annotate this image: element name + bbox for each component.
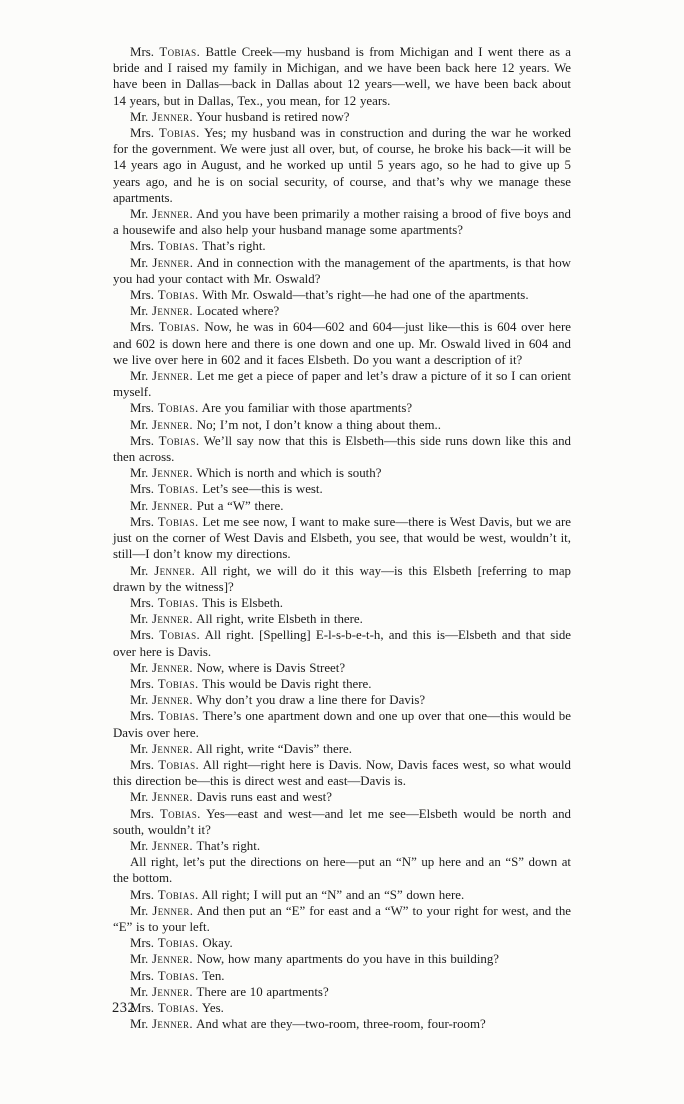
transcript-paragraph <box>113 514 571 563</box>
transcript-paragraph <box>113 676 571 692</box>
transcript-paragraph <box>113 838 571 854</box>
transcript-paragraph <box>113 206 571 238</box>
speaker-prefix: Mr. <box>130 466 149 481</box>
transcript-paragraph <box>113 692 571 708</box>
speaker-name <box>130 677 199 691</box>
speaker-prefix: Mr. <box>130 903 149 918</box>
speech-text: Okay. <box>202 936 233 951</box>
speaker-prefix: Mrs. <box>130 514 154 529</box>
transcript-paragraph <box>113 951 571 967</box>
speaker-prefix: Mrs. <box>130 126 154 141</box>
speaker-name <box>130 401 199 415</box>
speaker-surname: Jenner. <box>152 369 194 384</box>
speaker-name <box>130 596 199 610</box>
speech-text: And what are they—two-room, three-room, four-room? <box>196 1017 486 1032</box>
speaker-name <box>130 466 193 480</box>
speaker-name <box>130 709 199 723</box>
speaker-surname: Tobias. <box>159 45 201 59</box>
speaker-name <box>130 320 200 334</box>
speech-text: There’s one apartment down and one up over that one—this would be Davis over here. <box>113 709 571 740</box>
speaker-surname: Tobias. <box>159 806 201 821</box>
transcript-paragraph <box>113 1016 571 1032</box>
speaker-surname: Tobias. <box>157 514 199 529</box>
speaker-prefix: Mrs. <box>130 806 154 821</box>
speaker-name <box>130 936 199 950</box>
speech-text: Let me see now, I want to make sure—there is West Davis, but we are just on the corner of West Davis and Elsbeth, you see, that would be west, wouldn’t it, still—I don’t know my directions. <box>113 514 571 562</box>
speaker-surname: Jenner. <box>152 417 194 432</box>
speaker-name <box>130 482 199 496</box>
transcript-paragraph <box>113 660 571 676</box>
speaker-surname: Tobias. <box>158 709 199 724</box>
transcript-paragraph <box>113 708 571 740</box>
speaker-prefix: Mrs. <box>130 709 154 724</box>
speaker-prefix: Mrs. <box>130 595 154 610</box>
speech-text: All right, let’s put the directions on here—put an “N” up here and an “S” down at the bottom. <box>113 855 571 886</box>
transcript-paragraph <box>113 854 571 886</box>
speaker-surname: Jenner. <box>152 693 194 708</box>
speaker-surname: Tobias. <box>157 936 199 951</box>
speaker-name <box>130 693 193 707</box>
speaker-surname: Tobias. <box>158 126 200 141</box>
speaker-name <box>130 239 199 253</box>
transcript-paragraph <box>113 611 571 627</box>
speaker-surname: Tobias. <box>157 887 199 902</box>
speech-text: Are you familiar with those apartments? <box>201 401 413 416</box>
speaker-prefix: Mr. <box>130 984 149 999</box>
transcript-paragraph <box>113 789 571 805</box>
speech-text: Ten. <box>202 968 225 983</box>
speaker-surname: Jenner. <box>152 903 194 918</box>
transcript-paragraph <box>113 498 571 514</box>
speaker-name <box>130 207 193 221</box>
speaker-name <box>130 499 193 513</box>
speaker-name <box>130 807 201 821</box>
transcript-paragraph <box>113 481 571 497</box>
speech-text: Yes. <box>201 1000 224 1015</box>
speaker-name <box>130 790 193 804</box>
speech-text: Let me get a piece of paper and let’s draw a picture of it so I can orient myself. <box>113 369 571 400</box>
speaker-name <box>130 839 193 853</box>
transcript-paragraph <box>113 417 571 433</box>
speaker-surname: Tobias. <box>158 320 200 335</box>
speech-text: Davis runs east and west? <box>196 790 332 805</box>
speaker-prefix: Mrs. <box>130 288 154 303</box>
speaker-name <box>130 628 200 642</box>
speaker-surname: Jenner. <box>152 660 194 675</box>
speaker-name <box>130 969 199 983</box>
speech-text: All right—right here is Davis. Now, Davis faces west, so what would this direction be—this is direct west and east—Davis is. <box>113 757 571 789</box>
speech-text: All right; I will put an “N” and an “S” down here. <box>201 887 465 902</box>
speech-text: No; I’m not, I don’t know a thing about them.. <box>196 417 441 432</box>
speaker-prefix: Mr. <box>130 304 149 319</box>
speaker-prefix: Mr. <box>130 369 149 384</box>
speaker-name <box>130 758 199 772</box>
speaker-surname: Tobias. <box>157 401 199 416</box>
speaker-surname: Jenner. <box>152 466 194 481</box>
speech-text: And in connection with the management of the apartments, is that how you had your contact with Mr. Oswald? <box>113 255 571 286</box>
speaker-surname: Jenner. <box>152 304 194 319</box>
transcript-paragraph <box>113 400 571 416</box>
speaker-surname: Jenner. <box>154 563 196 578</box>
speech-text: This is Elsbeth. <box>202 595 283 610</box>
transcript-paragraph <box>113 935 571 951</box>
transcript-paragraph <box>113 319 571 368</box>
speaker-prefix: Mr. <box>130 109 149 124</box>
speech-text: Now, he was in 604—602 and 604—just like—this is 604 over here and 602 is down here and there is one down and one up. Mr. Oswald lived in 604 and we live over here in 602 and it faces Elsbeth. Do you want a description of it? <box>113 320 571 367</box>
transcript-paragraph <box>113 1000 571 1016</box>
speech-text: Let’s see—this is west. <box>202 482 323 497</box>
speaker-surname: Tobias. <box>157 288 199 303</box>
speaker-prefix: Mrs. <box>130 628 154 643</box>
transcript-paragraph <box>113 595 571 611</box>
speaker-prefix: Mr. <box>130 498 149 513</box>
speaker-prefix: Mr. <box>130 563 149 578</box>
transcript-paragraph <box>113 255 571 287</box>
speaker-name <box>130 661 193 675</box>
speaker-name <box>130 1017 193 1031</box>
speaker-surname: Jenner. <box>152 255 194 270</box>
speaker-surname: Jenner. <box>152 1017 194 1032</box>
speaker-surname: Tobias. <box>157 595 199 610</box>
speaker-name <box>130 369 193 383</box>
transcript-paragraph <box>113 627 571 659</box>
transcript-paragraph <box>113 757 571 789</box>
speech-text: That’s right. <box>196 838 261 853</box>
speaker-surname: Jenner. <box>152 838 194 853</box>
speaker-name <box>130 126 200 140</box>
speaker-name <box>130 434 199 448</box>
speaker-surname: Jenner. <box>152 207 194 222</box>
speech-text: All right. [Spelling] E-l-s-b-e-t-h, and this is—Elsbeth and that side over here is Davis. <box>113 628 571 659</box>
speech-text: We’ll say now that this is Elsbeth—this side runs down like this and then across. <box>113 433 571 465</box>
speaker-prefix: Mrs. <box>130 320 154 335</box>
speech-text: Your husband is retired now? <box>196 109 350 124</box>
speech-text: There are 10 apartments? <box>196 984 329 999</box>
speaker-prefix: Mrs. <box>130 968 154 983</box>
speaker-name <box>130 515 199 529</box>
speaker-surname: Tobias. <box>157 239 199 254</box>
transcript-paragraph <box>113 238 571 254</box>
speaker-prefix: Mrs. <box>130 401 154 416</box>
speech-text: This would be Davis right there. <box>202 676 372 691</box>
transcript-paragraph <box>113 887 571 903</box>
speaker-prefix: Mr. <box>130 612 149 627</box>
transcript-paragraph <box>113 368 571 400</box>
speech-text: Yes—east and west—and let me see—Elsbeth would be north and south, wouldn’t it? <box>113 806 571 837</box>
transcript-paragraph <box>113 287 571 303</box>
speech-text: All right, write Elsbeth in there. <box>196 612 363 627</box>
speech-text: Which is north and which is south? <box>196 466 382 481</box>
speaker-name <box>130 288 199 302</box>
transcript-paragraph <box>113 984 571 1000</box>
speaker-name <box>130 1001 199 1015</box>
speaker-surname: Jenner. <box>152 790 194 805</box>
speech-text: Battle Creek—my husband is from Michigan and I went there as a bride and I raised my family in Michigan, and we have been back here 12 years. We have been in Dallas—back in Dallas about 12 years—well, we have been back about 14 years, but in Dallas, Tex., you mean, for 12 years. <box>113 45 571 108</box>
speech-text: Yes; my husband was in construction and during the war he worked for the government. We were just all over, but, of course, he broke his back—it will be 14 years ago in August, and he worked up until 5 years ago, so he had to give up 5 years ago, and he is on social security, of course, and that’s why we manage these apartments. <box>113 126 571 205</box>
transcript-paragraph <box>113 903 571 935</box>
speaker-prefix: Mr. <box>130 1017 149 1032</box>
speaker-prefix: Mrs. <box>130 433 154 448</box>
speaker-prefix: Mrs. <box>130 676 154 691</box>
speaker-prefix: Mrs. <box>130 757 154 772</box>
speaker-prefix: Mrs. <box>130 482 154 497</box>
speaker-surname: Tobias. <box>157 1000 199 1015</box>
speaker-surname: Jenner. <box>152 984 194 999</box>
speaker-surname: Tobias. <box>158 433 200 448</box>
speaker-prefix: Mr. <box>130 790 149 805</box>
speaker-name <box>130 256 193 270</box>
transcript <box>113 44 571 1032</box>
speaker-name <box>130 742 193 756</box>
speech-text: And then put an “E” for east and a “W” to your right for west, and the “E” is to your left. <box>113 903 571 934</box>
speaker-surname: Tobias. <box>159 628 201 643</box>
transcript-paragraph <box>113 303 571 319</box>
speaker-name <box>130 304 193 318</box>
speaker-prefix: Mr. <box>130 255 149 270</box>
transcript-paragraph <box>113 741 571 757</box>
speaker-surname: Jenner. <box>152 741 194 756</box>
transcript-paragraph <box>113 968 571 984</box>
speech-text: Located where? <box>196 304 280 319</box>
speaker-name <box>130 45 200 59</box>
speaker-surname: Tobias. <box>157 968 199 983</box>
speaker-name <box>130 564 195 578</box>
speaker-name <box>130 110 193 124</box>
speaker-prefix: Mrs. <box>130 45 154 59</box>
speech-text: And you have been primarily a mother raising a brood of five boys and a housewife and also help your husband manage some apartments? <box>113 207 571 238</box>
speech-text: Put a “W” there. <box>196 498 284 513</box>
speaker-surname: Tobias. <box>157 676 199 691</box>
speaker-name <box>130 418 193 432</box>
speaker-surname: Jenner. <box>152 952 194 967</box>
speaker-prefix: Mrs. <box>130 1000 154 1015</box>
speaker-name <box>130 904 193 918</box>
speaker-surname: Jenner. <box>152 498 194 513</box>
transcript-paragraph <box>113 563 571 595</box>
transcript-paragraph <box>113 806 571 838</box>
page-number: 232 <box>112 1000 136 1016</box>
transcript-paragraph <box>113 465 571 481</box>
speaker-surname: Tobias. <box>158 757 200 772</box>
speaker-prefix: Mr. <box>130 693 149 708</box>
transcript-paragraph <box>113 44 571 109</box>
speaker-surname: Tobias. <box>157 482 199 497</box>
speaker-prefix: Mr. <box>130 660 149 675</box>
speaker-surname: Jenner. <box>152 612 194 627</box>
speaker-prefix: Mr. <box>130 838 149 853</box>
speaker-prefix: Mrs. <box>130 239 154 254</box>
speaker-prefix: Mr. <box>130 741 149 756</box>
speaker-prefix: Mrs. <box>130 887 154 902</box>
speech-text: That’s right. <box>202 239 266 254</box>
speaker-prefix: Mrs. <box>130 936 154 951</box>
speech-text: With Mr. Oswald—that’s right—he had one of the apartments. <box>202 288 529 303</box>
speaker-prefix: Mr. <box>130 952 149 967</box>
speech-text: Now, how many apartments do you have in this building? <box>196 952 500 967</box>
speech-text: All right, write “Davis” there. <box>196 741 352 756</box>
transcript-paragraph <box>113 433 571 465</box>
transcript-paragraph <box>113 125 571 206</box>
speaker-name <box>130 888 199 902</box>
speech-text: Why don’t you draw a line there for Davis? <box>196 693 426 708</box>
speaker-prefix: Mr. <box>130 207 149 222</box>
speaker-name <box>130 985 193 999</box>
speaker-surname: Jenner. <box>152 109 194 124</box>
speaker-name <box>130 612 193 626</box>
transcript-paragraph <box>113 109 571 125</box>
speech-text: Now, where is Davis Street? <box>196 660 346 675</box>
speaker-name <box>130 952 193 966</box>
speech-text: All right, we will do it this way—is this Elsbeth [referring to map drawn by the witness]? <box>113 563 571 594</box>
speaker-prefix: Mr. <box>130 417 149 432</box>
